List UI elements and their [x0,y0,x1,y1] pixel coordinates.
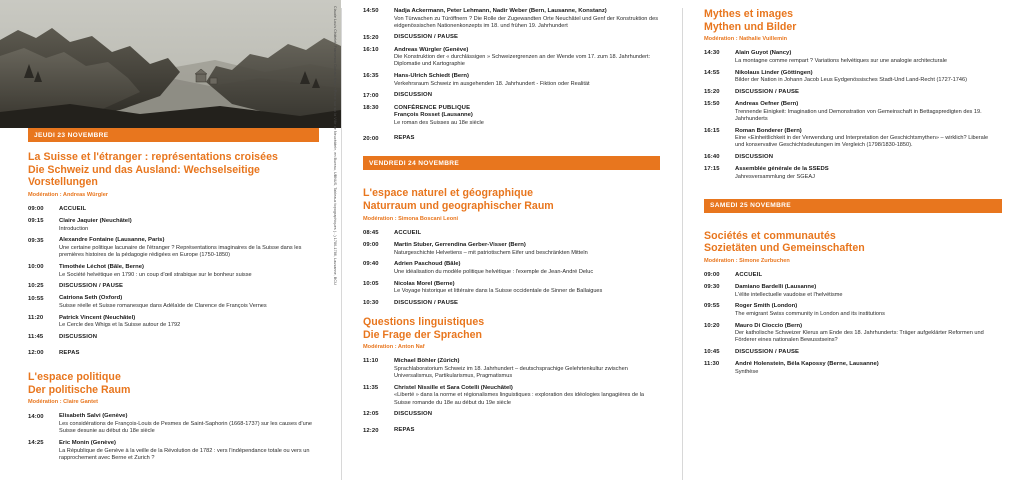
row-speaker: Martin Stuber, Gerrendina Gerber-Visser (Bern) [394,241,526,248]
row-speaker: Adrien Paschoud (Bâle) [394,261,461,268]
row-time: 10:55 [28,295,44,302]
session-mythes-images [704,8,998,43]
row-entry [735,272,998,280]
row-speaker: Timothée Léchot (Bâle, Berne) [59,263,144,270]
row-time: 11:20 [28,314,44,321]
session-societes-communautes [704,230,998,265]
row-label: DISCUSSION / PAUSE [394,299,459,306]
session-subtitle: Sozietäten und Gemeinschaften [704,242,865,255]
row-speaker: Eric Monin (Genève) [59,439,116,446]
row-entry [59,350,319,358]
session-subtitle: Die Frage der Sprachen [363,328,482,341]
row-entry [735,70,998,85]
row-entry [59,237,319,259]
row-time: 12:20 [363,427,379,434]
program-row [704,70,998,85]
program-row [704,323,998,345]
row-talk: Sprachlaboratorium Schweiz im 18. Jahrhundert – deutschsprachige Gelehrtenkultur zwischen Universalismus, Partikularismus, Pragmatismus [394,365,628,380]
program-row [28,283,319,291]
row-talk: Suisse réelle et Suisse romanesque dans Adélaïde de Clarence de François Vernes [59,303,267,310]
row-label: REPAS [59,350,80,357]
program-row [28,295,319,310]
row-talk: Synthèse [735,368,759,375]
spacer [363,147,660,156]
session-espace-naturel [363,187,660,222]
row-time: 12:05 [363,411,379,418]
row-label: ACCUEIL [394,229,422,236]
session-subtitle: Die Schweiz und das Ausland: Wechselseitige Vorstellungen [28,163,260,189]
row-time: 09:00 [28,206,44,213]
row-entry [394,385,660,407]
program-row [28,315,319,330]
row-talk: Die Konstruktion der « durchlässigen » Schweizergrenzen an der Wende vom 17. zum 18. Jahrhundert: Diplomatie und Kartographie [394,54,651,68]
row-entry [735,303,998,318]
program-row [28,264,319,279]
row-time: 11:10 [363,358,379,365]
row-speaker: Hans-Ulrich Schiedt (Bern) [394,73,469,80]
row-entry [735,89,998,97]
row-speaker: Alain Guyot (Nancy) [735,50,792,57]
program-row [28,413,319,435]
row-speaker: Mauro Di Cioccio (Bern) [735,322,803,329]
row-talk: La montagne comme rempart ? Variations helvétiques sur une analogie architecturale [735,57,947,64]
row-entry [735,128,998,150]
row-talk: The emigrant Swiss community in London and its institutions [735,310,885,317]
row-time: 14:55 [704,69,720,76]
row-entry [394,8,660,30]
row-speaker: Patrick Vincent (Neuchâtel) [59,314,136,321]
row-time: 09:00 [363,242,379,249]
row-speaker: Michael Böhler (Zürich) [394,358,460,365]
row-time: 11:35 [363,384,379,391]
session-title: Questions linguistiques [363,315,485,328]
session-subtitle: Mythen und Bilder [704,20,797,33]
row-entry [59,440,319,462]
row-speaker: François Rosset (Lausanne) [394,111,473,118]
program-row [363,8,660,30]
row-speaker: Nikolaus Linder (Göttingen) [735,69,813,76]
program-row [704,154,998,162]
row-talk: Le Voyage historique et littéraire dans la Suisse occidentale de Sinner de Ballaigues [394,288,603,295]
row-time: 12:00 [28,350,44,357]
session-questions-linguistiques [363,316,660,351]
row-time: 10:05 [363,280,379,287]
spacer [704,186,998,199]
row-time: 09:40 [363,261,379,268]
row-time: 14:00 [28,413,44,420]
row-time: 14:25 [28,440,44,447]
program-row [28,218,319,233]
program-row [704,349,998,357]
row-entry [59,295,319,310]
row-label: DISCUSSION / PAUSE [735,349,800,356]
row-entry [394,281,660,296]
row-time: 14:50 [363,8,379,15]
row-speaker: Roger Smith (London) [735,303,798,310]
program-row [704,89,998,97]
row-time: 20:00 [363,135,379,142]
program-row [28,206,319,214]
program-row [363,92,660,100]
row-label: DISCUSSION [394,92,433,99]
row-time: 16:10 [363,46,379,53]
program-row [704,361,998,376]
row-entry [394,73,660,88]
program-row [363,47,660,69]
row-speaker: Andreas Würgler (Genève) [394,46,469,53]
day-bar-thursday: JEUDI 23 NOVEMBRE [28,128,319,142]
row-speaker: Nadja Ackermann, Peter Lehmann, Nadir Weber (Bern, Lausanne, Konstanz) [394,8,607,14]
row-talk: Les considérations de François-Louis de Pesmes de Saint-Saphorin (1668-1737) sur les causes d'une Suisse desunie au début du 18e siècle [59,421,312,435]
row-entry [59,283,319,291]
row-speaker: André Holenstein, Béla Kapossy (Berne, Lausanne) [735,361,879,368]
program-row [704,128,998,150]
session-title: Mythes et images [704,8,794,20]
row-talk: Der katholische Schweizer Klerus am Ende des 18. Jahrhunderts: Träger aufgeklärter Reformen und Förderer eines nationalen Bewusstseins? [735,330,984,344]
program-row [363,73,660,88]
row-time: 08:45 [363,229,379,236]
row-time: 15:20 [363,34,379,41]
row-entry [59,413,319,435]
row-entry [735,323,998,345]
row-time: 16:35 [363,73,379,80]
row-time: 09:00 [704,272,720,278]
row-entry [735,284,998,299]
row-entry [394,105,660,127]
session-moderation: Modération : Nathalie Vuillemin [704,36,788,43]
program-row [363,34,660,42]
hero-credit: Claude Louis Châtelet, Francesco Donato Nina, «Pierre sur six la Ville de Neuchâtel», en Bureau, UBNUS, Tableaux topographiques (...) 1780-1786, Lausanne, BCU [333,6,337,285]
row-label: DISCUSSION / PAUSE [59,283,124,290]
row-time: 16:40 [704,154,720,161]
row-label: CONFÉRENCE PUBLIQUE [394,104,471,111]
program-row [363,135,660,143]
row-time: 09:55 [704,303,720,310]
row-speaker: Assemblée générale de la SSEDS [735,166,829,173]
column-2-content-top [341,0,682,156]
row-entry [394,261,660,276]
row-time: 10:45 [704,349,720,356]
program-row [704,166,998,181]
row-label: DISCUSSION [394,411,433,418]
row-time: 15:50 [704,101,720,108]
column-3-content-top [682,0,1024,199]
session-espace-politique [28,371,319,406]
program-row [28,440,319,462]
row-time: 10:25 [28,283,44,290]
program-row [363,300,660,308]
column-1 [0,0,341,488]
column-3-content-bottom [682,222,1024,377]
row-entry [59,264,319,279]
row-label: DISCUSSION [59,334,98,341]
row-speaker: Catriona Seth (Oxford) [59,295,123,302]
row-entry [394,427,660,435]
program-row [28,334,319,342]
spacer [28,362,319,371]
program-row [704,272,998,280]
row-talk: Bilder der Nation in Johann Jacob Leus Eydgenössisches Stadt-Und Land-Recht (1727-1746) [735,77,967,84]
session-moderation: Modération : Simone Zurbuchen [704,257,790,264]
row-entry [59,315,319,330]
session-title: La Suisse et l'étranger : représentations croisées [28,151,278,163]
column-3 [682,0,1024,488]
row-talk: L'élite intellectuelle vaudoise et l'helvétisme [735,291,843,298]
row-talk: Introduction [59,225,89,232]
row-talk: Le roman des Suisses au 18e siècle [394,119,484,126]
row-time: 17:15 [704,166,720,173]
row-talk: Naturgeschichte Helvetiens – mit patriotischem Eifer und beschränkten Mitteln [394,249,588,256]
day-bar-saturday: SAMEDI 25 NOVEMBRE [704,199,1002,213]
program-row [704,50,998,65]
row-time: 09:30 [704,284,720,291]
row-time: 11:45 [28,334,44,341]
program-row [363,411,660,419]
session-moderation: Modération : Simona Boscani Leoni [363,215,459,222]
row-entry [735,361,998,376]
row-speaker: Nicolas Morel (Berne) [394,280,455,287]
row-entry [735,101,998,123]
row-label: REPAS [394,427,415,434]
row-time: 10:00 [28,264,44,271]
row-label: ACCUEIL [735,271,763,278]
row-entry [394,358,660,380]
row-label: DISCUSSION [735,154,774,161]
program-row [704,101,998,123]
row-label: DISCUSSION / PAUSE [735,88,800,95]
row-entry [735,154,998,162]
day-bar-friday: VENDREDI 24 NOVEMBRE [363,156,660,170]
row-entry [735,50,998,65]
row-time: 17:00 [363,92,379,99]
program-row-conference [363,105,660,127]
column-2 [341,0,682,488]
row-speaker: Christel Nissille et Sara Cotelli (Neuchâtel) [394,384,513,391]
row-speaker: Claire Jaquier (Neuchâtel) [59,217,132,224]
program-row [363,261,660,276]
row-entry [394,135,660,143]
session-subtitle: Der politische Raum [28,383,131,396]
row-talk: Le Cercle des Whigs et la Suisse autour de 1792 [59,322,181,329]
row-talk: Une certaine politique lacunaire de l'étranger ? Représentations imaginaires de la Suisse dans les premières histoires de la pédagogie rédigées en Europe (1750-1850) [59,245,302,259]
session-subtitle: Naturraum und geographischer Raum [363,200,554,213]
row-talk: Verkehrsraum Schweiz im ausgehenden 18. Jahrhundert - Fiktion oder Realität [394,80,590,87]
row-entry [59,206,319,214]
row-time: 14:30 [704,50,720,57]
row-entry [394,92,660,100]
row-talk: La République de Genève à la veille de la Révolution de 1782 : vers l'indépendance totale ou vers un rapprochement avec Berne et Zurich ? [59,447,310,461]
session-title: L'espace naturel et géographique [363,187,534,200]
row-talk: Une idéalisation du modèle politique helvétique : l'exemple de Jean-André Deluc [394,268,594,275]
row-time: 09:15 [28,218,44,225]
row-entry [394,34,660,42]
row-entry [735,349,998,357]
row-talk: «Liberté » dans la norme et régionalismes linguistiques : exploration des idéologies langagières de la Suisse romande du 18e au début du 19e siècle [394,392,645,406]
row-time: 15:20 [704,89,720,96]
row-time: 09:35 [28,237,44,244]
row-entry [735,166,998,181]
row-entry [394,242,660,257]
program-row [704,284,998,299]
row-talk: Eine «Einheitlichkeit in der Verwendung und Interpretation der Geschichtsmythen» – wirklich? Liberale und konservative Geschichtsdeutungen im Vergleich (1798/1830-1850). [735,135,989,149]
row-label: ACCUEIL [59,205,87,212]
program-row [363,385,660,407]
row-speaker: Elisabeth Salvi (Genève) [59,413,128,420]
row-talk: Von Türwachen zu Türöffnern ? Die Rolle der Zugewandten Orte Neuchâtel und Genf der Konstruktion des eidgenössischen Nationenkonzepts im 18. und frühen 19. Jahrhundert [394,15,658,29]
program-row [363,358,660,380]
session-title: L'espace politique [28,371,121,384]
row-entry [394,300,660,308]
row-time: 18:30 [363,104,379,111]
row-time: 11:30 [704,361,720,368]
session-suisse-etranger [28,151,319,199]
row-entry [59,218,319,233]
session-title: Sociétés et communautés [704,229,836,242]
program-row [363,427,660,435]
row-talk: Jahresversammlung der SGEAJ [735,173,815,180]
row-entry [59,334,319,342]
row-speaker: Alexandre Fontaine (Lausanne, Paris) [59,237,165,244]
program-row [704,303,998,318]
row-entry [394,47,660,69]
row-talk: Trennende Einigkeit: Imagination und Demonstration von Gemeinschaft in Bettagspredigten des 19. Jahrhunderts [735,108,982,122]
program-row [28,237,319,259]
program-row [28,350,319,358]
row-speaker: Damiano Bardelli (Lausanne) [735,283,817,290]
program-row [363,281,660,296]
row-entry [394,411,660,419]
column-2-content-bottom [341,179,682,434]
session-moderation: Modération : Anton Naf [363,344,425,351]
row-talk: Le Société helvétique en 1790 : un coup d'œil strabique sur le bonheur suisse [59,271,252,278]
row-speaker: Andreas Oefner (Bern) [735,101,799,108]
program-row [363,242,660,257]
row-time: 10:30 [363,300,379,307]
row-label: REPAS [394,135,415,142]
row-speaker: Roman Bonderer (Bern) [735,127,802,134]
row-label: DISCUSSION / PAUSE [394,34,459,41]
row-time: 16:15 [704,127,720,134]
program-row [363,230,660,238]
row-entry [394,230,660,238]
session-moderation: Modération : Andreas Würgler [28,191,108,198]
session-moderation: Modération : Claire Gantet [28,399,98,406]
row-time: 10:20 [704,322,720,329]
column-1-content [0,151,341,462]
